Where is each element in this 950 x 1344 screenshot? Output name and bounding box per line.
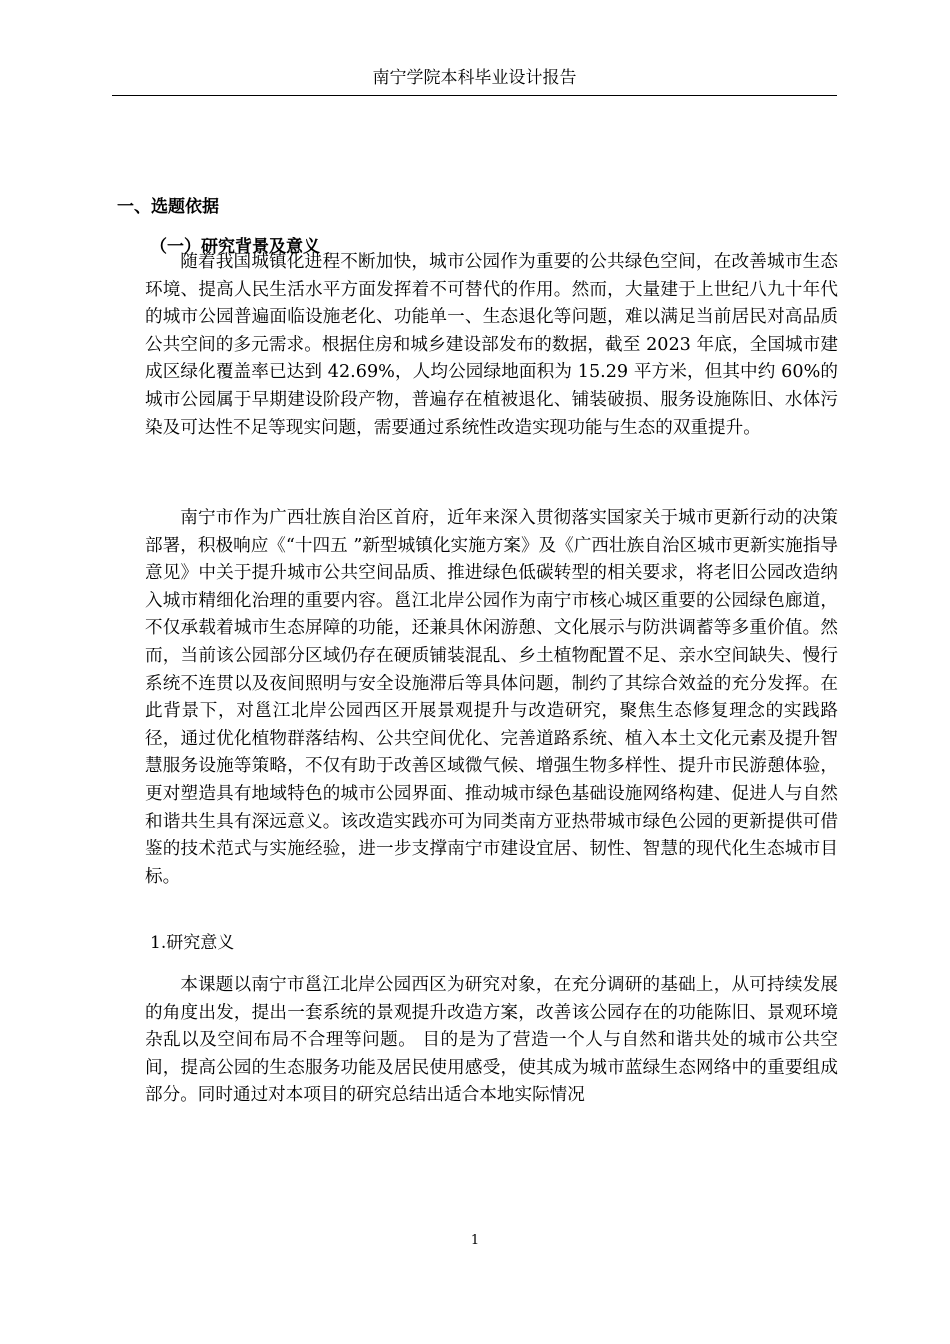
body-paragraph-1: 随着我国城镇化进程不断加快，城市公园作为重要的公共绿色空间，在改善城市生态环境、提高人民生活水平方面发挥着不可替代的作用。然而，大量建于上世纪八九十年代的城市公园普遍面临设施老化、功能单一、生态退化等问题，难以满足当前居民对高品质公共空间的多元需求。根据住房和城乡建设部发布的数据，截至 2023 年底，全国城市建成区绿化覆盖率已达到 42.69%，人均公园绿地面积为 15.29 平方米，但其中约 60%的城市公园属于早期建设阶段产物，普遍存在植被退化、铺装破损、服务设施陈旧、水体污染及可达性不足等现实问题，需要通过系统性改造实现功能与生态的双重提升。	[145, 252, 838, 438]
body-paragraph-2: 南宁市作为广西壮族自治区首府，近年来深入贯彻落实国家关于城市更新行动的决策部署，积极响应《“十四五 ”新型城镇化实施方案》及《广西壮族自治区城市更新实施指导意见》中关于提升城市公共空间品质、推进绿色低碳转型的相关要求，将老旧公园改造纳入城市精细化治理的重要内容。邕江北岸公园作为南宁市核心城区重要的公园绿色廊道，不仅承载着城市生态屏障的功能，还兼具休闲游憩、文化展示与防洪调蓄等多重价值。然而，当前该公园部分区域仍存在硬质铺装混乱、乡土植物配置不足、亲水空间缺失、慢行系统不连贯以及夜间照明与安全设施滞后等具体问题，制约了其综合效益的充分发挥。在此背景下，对邕江北岸公园西区开展景观提升与改造研究，聚焦生态修复理念的实践路径，通过优化植物群落结构、公共空间优化、完善道路系统、植入本土文化元素及提升智慧服务设施等策略，不仅有助于改善区域微气候、增强生物多样性、提升市民游憩体验，更对塑造具有地域特色的城市公园界面、推动城市绿色基础设施网络构建、促进人与自然和谐共生具有深远意义。该改造实践亦可为同类南方亚热带城市绿色公园的更新提供可借鉴的技术范式与实施经验，进一步支撑南宁市建设宜居、韧性、智慧的现代化生态城市目标。	[145, 508, 838, 887]
subsection-heading: （一）研究背景及意义	[150, 237, 320, 257]
header-divider	[112, 95, 837, 96]
numbered-heading: 1.研究意义	[150, 933, 235, 953]
page-number: 1	[470, 1233, 480, 1248]
section-heading: 一、选题依据	[117, 197, 219, 217]
running-header: 南宁学院本科毕业设计报告	[372, 68, 577, 88]
body-paragraph-3: 本课题以南宁市邕江北岸公园西区为研究对象，在充分调研的基础上，从可持续发展的角度出发，提出一套系统的景观提升改造方案，改善该公园存在的功能陈旧、景观环境杂乱以及空间布局不合理等问题。 目的是为了营造一个人与自然和谐共处的城市公共空间，提高公园的生态服务功能及居民使用感受，使其成为城市蓝绿生态网络中的重要组成部分。同时通过对本项目的研究总结出适合本地实际情况	[145, 975, 838, 1106]
